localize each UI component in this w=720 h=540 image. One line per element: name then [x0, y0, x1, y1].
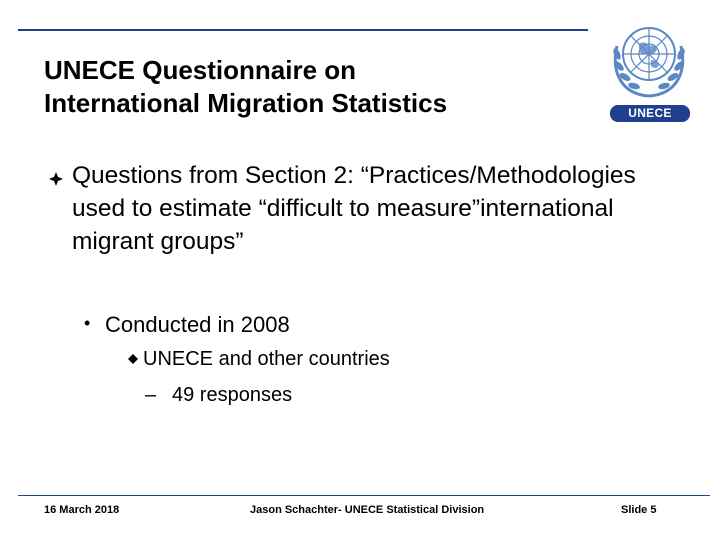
footer-slide-number: Slide 5	[621, 504, 657, 516]
bullet-level-4: 49 responses	[172, 384, 293, 406]
bullet-dash-icon: –	[145, 384, 157, 406]
un-emblem-icon	[605, 14, 693, 102]
bullet-level-2: Conducted in 2008	[105, 312, 290, 337]
top-rule	[18, 29, 588, 31]
bullet-level-1: Questions from Section 2: “Practices/Methodologies used to estimate “difficult to measure”international migrant groups”	[72, 162, 636, 255]
unece-logo	[605, 14, 693, 118]
bullet-level-3: UNECE and other countries	[143, 348, 390, 370]
diamond-fleur-bullet-icon	[49, 172, 63, 186]
logo-badge	[610, 105, 690, 122]
diamond-bullet-icon	[128, 354, 138, 364]
footer-rule	[18, 495, 710, 496]
footer-author: Jason Schachter- UNECE Statistical Division	[250, 504, 485, 516]
slide-title	[44, 54, 584, 120]
title-line-2: International Migration Statistics	[44, 88, 448, 118]
footer-date: 16 March 2018	[44, 504, 120, 516]
bullet-dot-icon: •	[84, 313, 91, 333]
logo-text: UNECE	[628, 106, 672, 120]
title-line-1: UNECE Questionnaire on	[44, 55, 357, 85]
